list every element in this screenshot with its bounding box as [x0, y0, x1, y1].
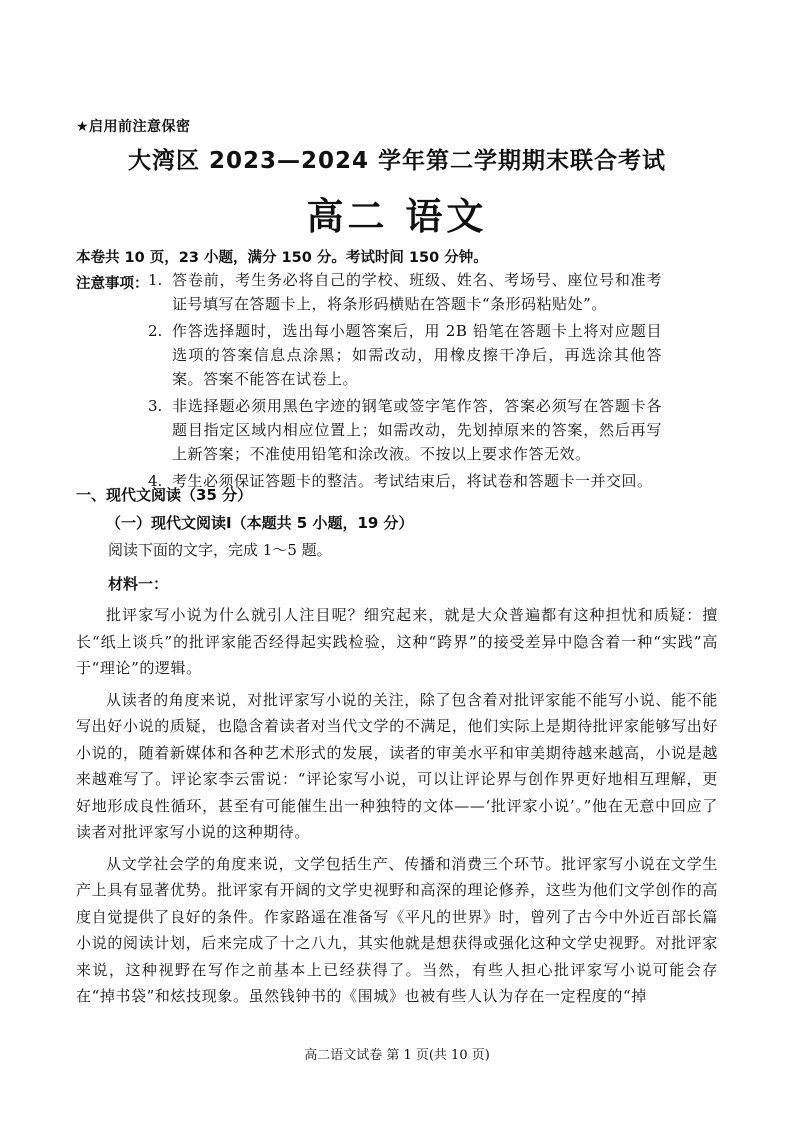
reading-instruction: 阅读下面的文字，完成 1～5 题。 [108, 541, 332, 559]
notes-list [148, 268, 662, 496]
note-number: 1. [148, 271, 163, 289]
note-text: 考生必须保证答题卡的整洁。考试结束后，将试卷和答题卡一并交回。 [172, 472, 653, 490]
confidential-notice: ★启用前注意保密 [76, 119, 191, 135]
section-heading: 一、现代文阅读（35 分） [76, 486, 253, 504]
note-item [148, 394, 662, 466]
material-label: 材料一： [108, 575, 169, 593]
body-paragraph: 批评家写小说为什么就引人注目呢？细究起来，就是大众普遍都有这种担忧和质疑：擅长“纸上谈兵”的批评家能否经得起实践检验，这种“跨界”的接受差异中隐含着一种“实践”高于“理论”的逻辑。 [76, 606, 718, 677]
exam-summary: 本卷共 10 页，23 小题，满分 150 分。考试时间 150 分钟。 [76, 250, 488, 266]
subsection-heading: （一）现代文阅读Ⅰ（本题共 5 小题，19 分） [106, 514, 414, 532]
note-number: 2. [148, 322, 163, 340]
material-body [76, 602, 718, 1015]
notes-label: 注意事项： [76, 276, 149, 292]
page-footer: 高二语文试卷 第 1 页(共 10 页) [304, 1048, 490, 1063]
note-number: 4. [148, 472, 163, 490]
note-number: 3. [148, 397, 163, 415]
subject-title: 高二 语文 [306, 195, 488, 238]
note-text: 作答选择题时，选出每小题答案后，用 2B 铅笔在答题卡上将对应题目选项的答案信息点涂黑；如需改动，用橡皮擦干净后，再选涂其他答案。答案不能答在试卷上。 [172, 322, 662, 388]
note-text: 答卷前，考生务必将自己的学校、班级、姓名、考场号、座位号和准考证号填写在答题卡上，将条形码横贴在答题卡“条形码粘贴处”。 [172, 271, 662, 313]
note-item [148, 268, 662, 316]
note-text: 非选择题必须用黑色字迹的钢笔或签字笔作答，答案必须写在答题卡各题目指定区域内相应位置上；如需改动，先划掉原来的答案，然后再写上新答案；不准使用铅笔和涂改液。不按以上要求作答无效。 [172, 397, 662, 463]
note-item [148, 319, 662, 391]
body-paragraph: 从文学社会学的角度来说，文学包括生产、传播和消费三个环节。批评家写小说在文学生产上具有显著优势。批评家有开阔的文学史视野和高深的理论修养，这些为他们文学创作的高度自觉提供了良好的条件。作家路遥在准备写《平凡的世界》时，曾列了古今中外近百部长篇小说的阅读计划，后来完成了十之八九，其实他就是想获得或强化这种文学史视野。对批评家来说，这种视野在写作之前基本上已经获得了。当然，有些人担心批评家写小说可能会存在“掉书袋”和炫技现象。虽然钱钟书的《围城》也被有些人认为存在一定程度的“掉 [76, 854, 718, 1005]
exam-title: 大湾区 2023—2024 学年第二学期期末联合考试 [127, 148, 667, 174]
body-paragraph: 从读者的角度来说，对批评家写小说的关注，除了包含着对批评家能不能写小说、能不能写出好小说的质疑，也隐含着读者对当代文学的不满足，他们实际上是期待批评家能够写出好小说的，随着新媒体和各种艺术形式的发展，读者的审美水平和审美期待越来越高，小说是越来越难写了。评论家李云雷说：“评论家写小说，可以让评论界与创作界更好地相互理解，更好地形成良性循环，甚至有可能催生出一种独特的文体——‘批评家小说’。”他在无意中回应了读者对批评家写小说的这种期待。 [76, 690, 718, 841]
